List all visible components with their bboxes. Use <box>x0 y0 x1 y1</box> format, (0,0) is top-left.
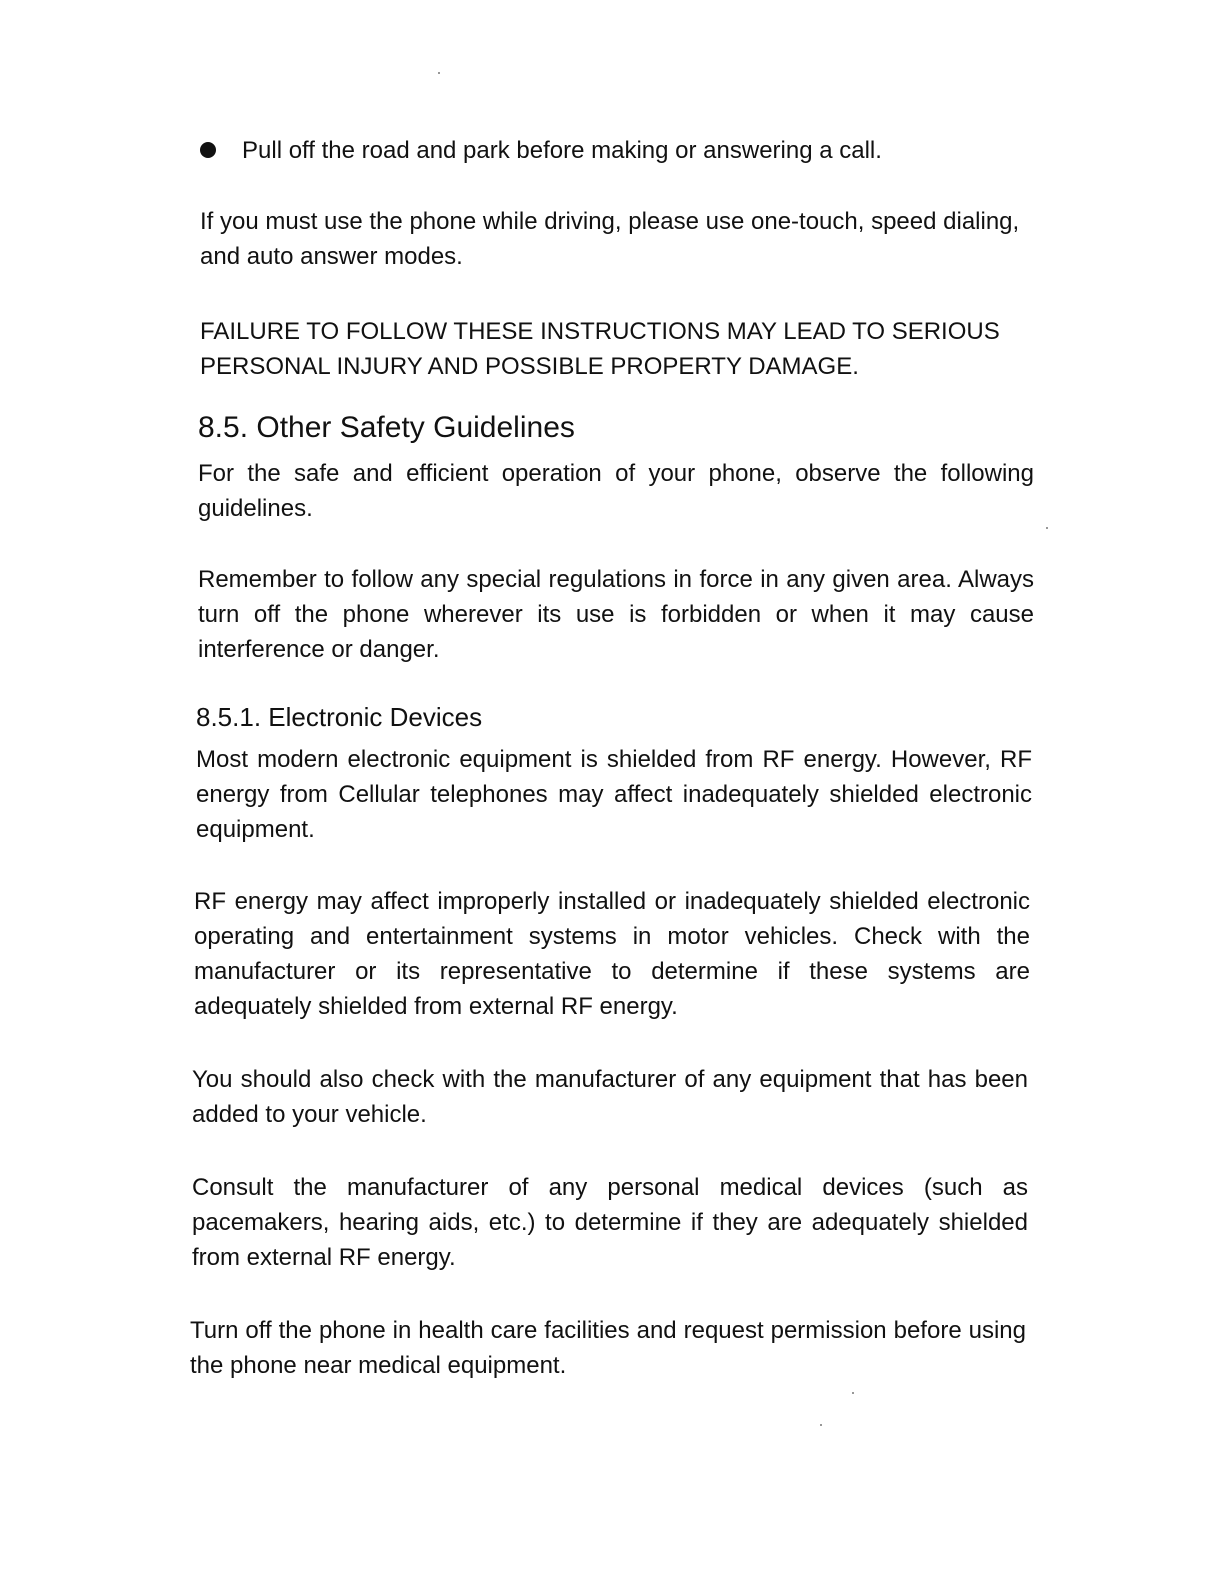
health-care-paragraph: Turn off the phone in health care facilities and request permission before using the phone near medical equipment. <box>190 1317 1026 1379</box>
warning-paragraph: FAILURE TO FOLLOW THESE INSTRUCTIONS MAY LEAD TO SERIOUS PERSONAL INJURY AND POSSIBLE PROPERTY DAMAGE. <box>200 318 1000 380</box>
rf-shielding-paragraph: Most modern electronic equipment is shielded from RF energy. However, RF energy from Cellular telephones may affect inadequately shielded electronic equipment. <box>196 746 1032 843</box>
vehicle-equipment-paragraph: You should also check with the manufacturer of any equipment that has been added to your vehicle. <box>192 1066 1028 1128</box>
bullet-text: Pull off the road and park before making or answering a call. <box>242 137 882 164</box>
section-heading-8-5: 8.5. Other Safety Guidelines <box>198 411 575 444</box>
medical-devices-paragraph: Consult the manufacturer of any personal medical devices (such as pacemakers, hearing aids, etc.) to determine if they are adequately shielded from external RF energy. <box>192 1174 1028 1271</box>
vehicle-systems-paragraph: RF energy may affect improperly installed or inadequately shielded electronic operating and entertainment systems in motor vehicles. Check with the manufacturer or its representative to determine if these systems are adequately shielded from external RF energy. <box>194 888 1030 1020</box>
bullet-icon <box>200 142 216 158</box>
scan-speck <box>1046 527 1048 529</box>
section-heading-8-5-1: 8.5.1. Electronic Devices <box>196 702 483 732</box>
section-intro-paragraph: For the safe and efficient operation of your phone, observe the following guidelines. <box>198 460 1034 522</box>
driving-paragraph: If you must use the phone while driving, please use one-touch, speed dialing, and auto answer modes. <box>200 208 1020 270</box>
scan-speck <box>852 1392 854 1394</box>
regulations-paragraph: Remember to follow any special regulations in force in any given area. Always turn off the phone wherever its use is forbidden or when it may cause interference or danger. <box>198 566 1034 663</box>
scan-speck <box>438 72 440 74</box>
scan-speck <box>820 1424 822 1426</box>
